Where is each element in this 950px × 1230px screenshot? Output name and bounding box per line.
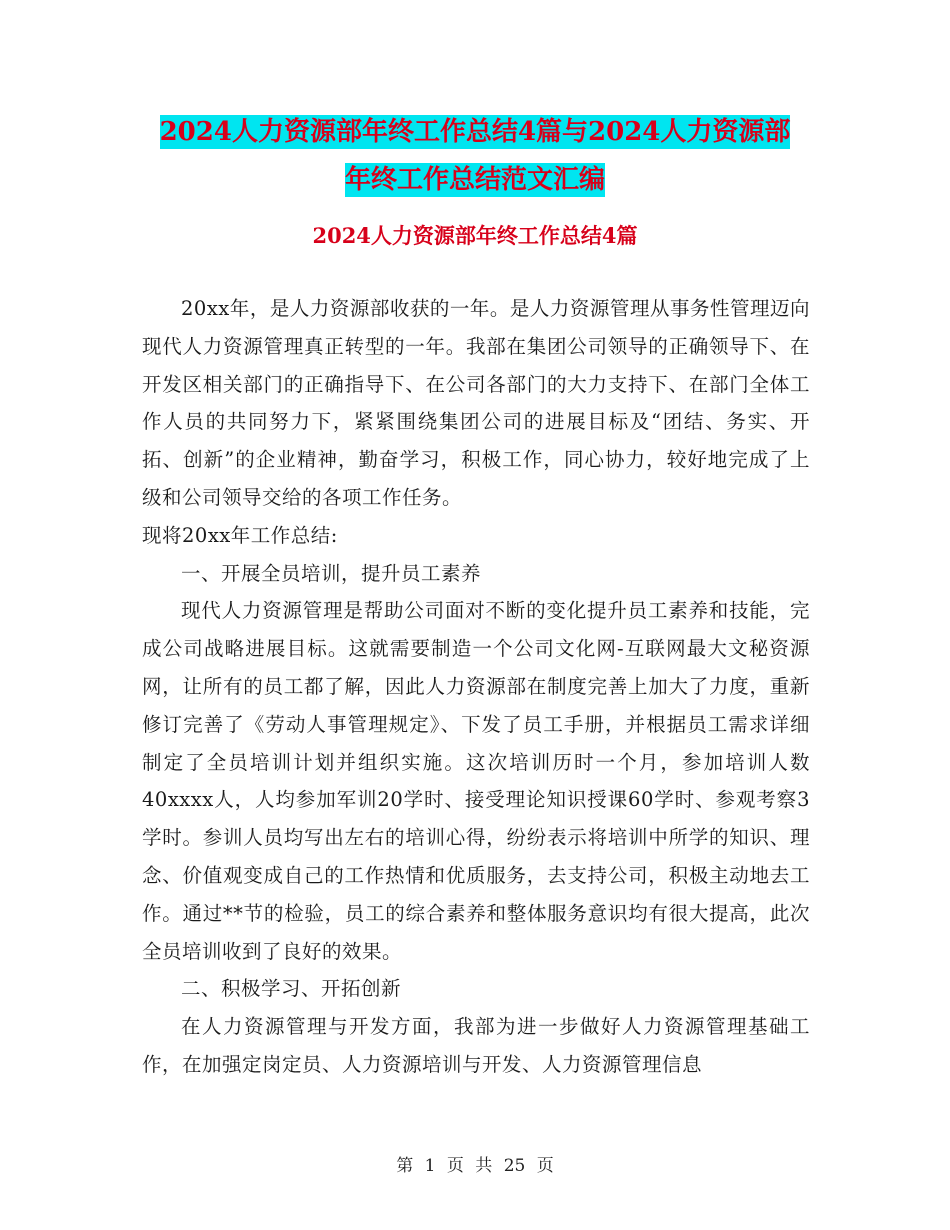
page-indicator: 第 1 页 共 25 页: [396, 1156, 554, 1176]
paragraph-training: 现代人力资源管理是帮助公司面对不断的变化提升员工素养和技能，完成公司战略进展目标。这就需要制造一个公司文化网-互联网最大文秘资源网，让所有的员工都了解，因此人力资源部在制度完善上加大了力度，重新修订完善了《劳动人事管理规定》、下发了员工手册，并根据员工需求详细制定了全员培训计划并组织实施。这次培训历时一个月，参加培训人数40xxxx人，人均参加军训20学时、接受理论知识授课60学时、参观考察3学时。参训人员均写出左右的培训心得，纷纷表示将培训中所学的知识、理念、价值观变成自己的工作热情和优质服务，去支持公司，积极主动地去工作。通过**节的检验，员工的综合素养和整体服务意识均有很大提高，此次全员培训收到了良好的效果。: [142, 599, 810, 963]
paragraph-learning: 在人力资源管理与开发方面，我部为进一步做好人力资源管理基础工作，在加强定岗定员、人力资源培训与开发、人力资源管理信息: [142, 1015, 810, 1076]
section-title: 2024人力资源部年终工作总结4篇: [312, 223, 638, 248]
document-title-line-1: 2024人力资源部年终工作总结4篇与2024人力资源部: [159, 117, 791, 147]
heading-training: 一、开展全员培训，提升员工素养: [181, 561, 482, 585]
document-title-line-2: 年终工作总结范文汇编: [344, 165, 605, 195]
document-body: [142, 290, 810, 1084]
document-title: [140, 108, 810, 204]
heading-learning: 二、积极学习、开拓创新: [181, 977, 402, 1001]
paragraph-summary-lead: 现将20xx年工作总结:: [142, 523, 338, 547]
paragraph-intro: 20xx年，是人力资源部收获的一年。是人力资源管理从事务性管理迈向现代人力资源管理真正转型的一年。我部在集团公司领导的正确领导下、在开发区相关部门的正确指导下、在公司各部门的大力支持下、在部门全体工作人员的共同努力下，紧紧围绕集团公司的进展目标及“团结、务实、开拓、创新”的企业精神，勤奋学习，积极工作，同心协力，较好地完成了上级和公司领导交给的各项工作任务。: [142, 297, 810, 509]
